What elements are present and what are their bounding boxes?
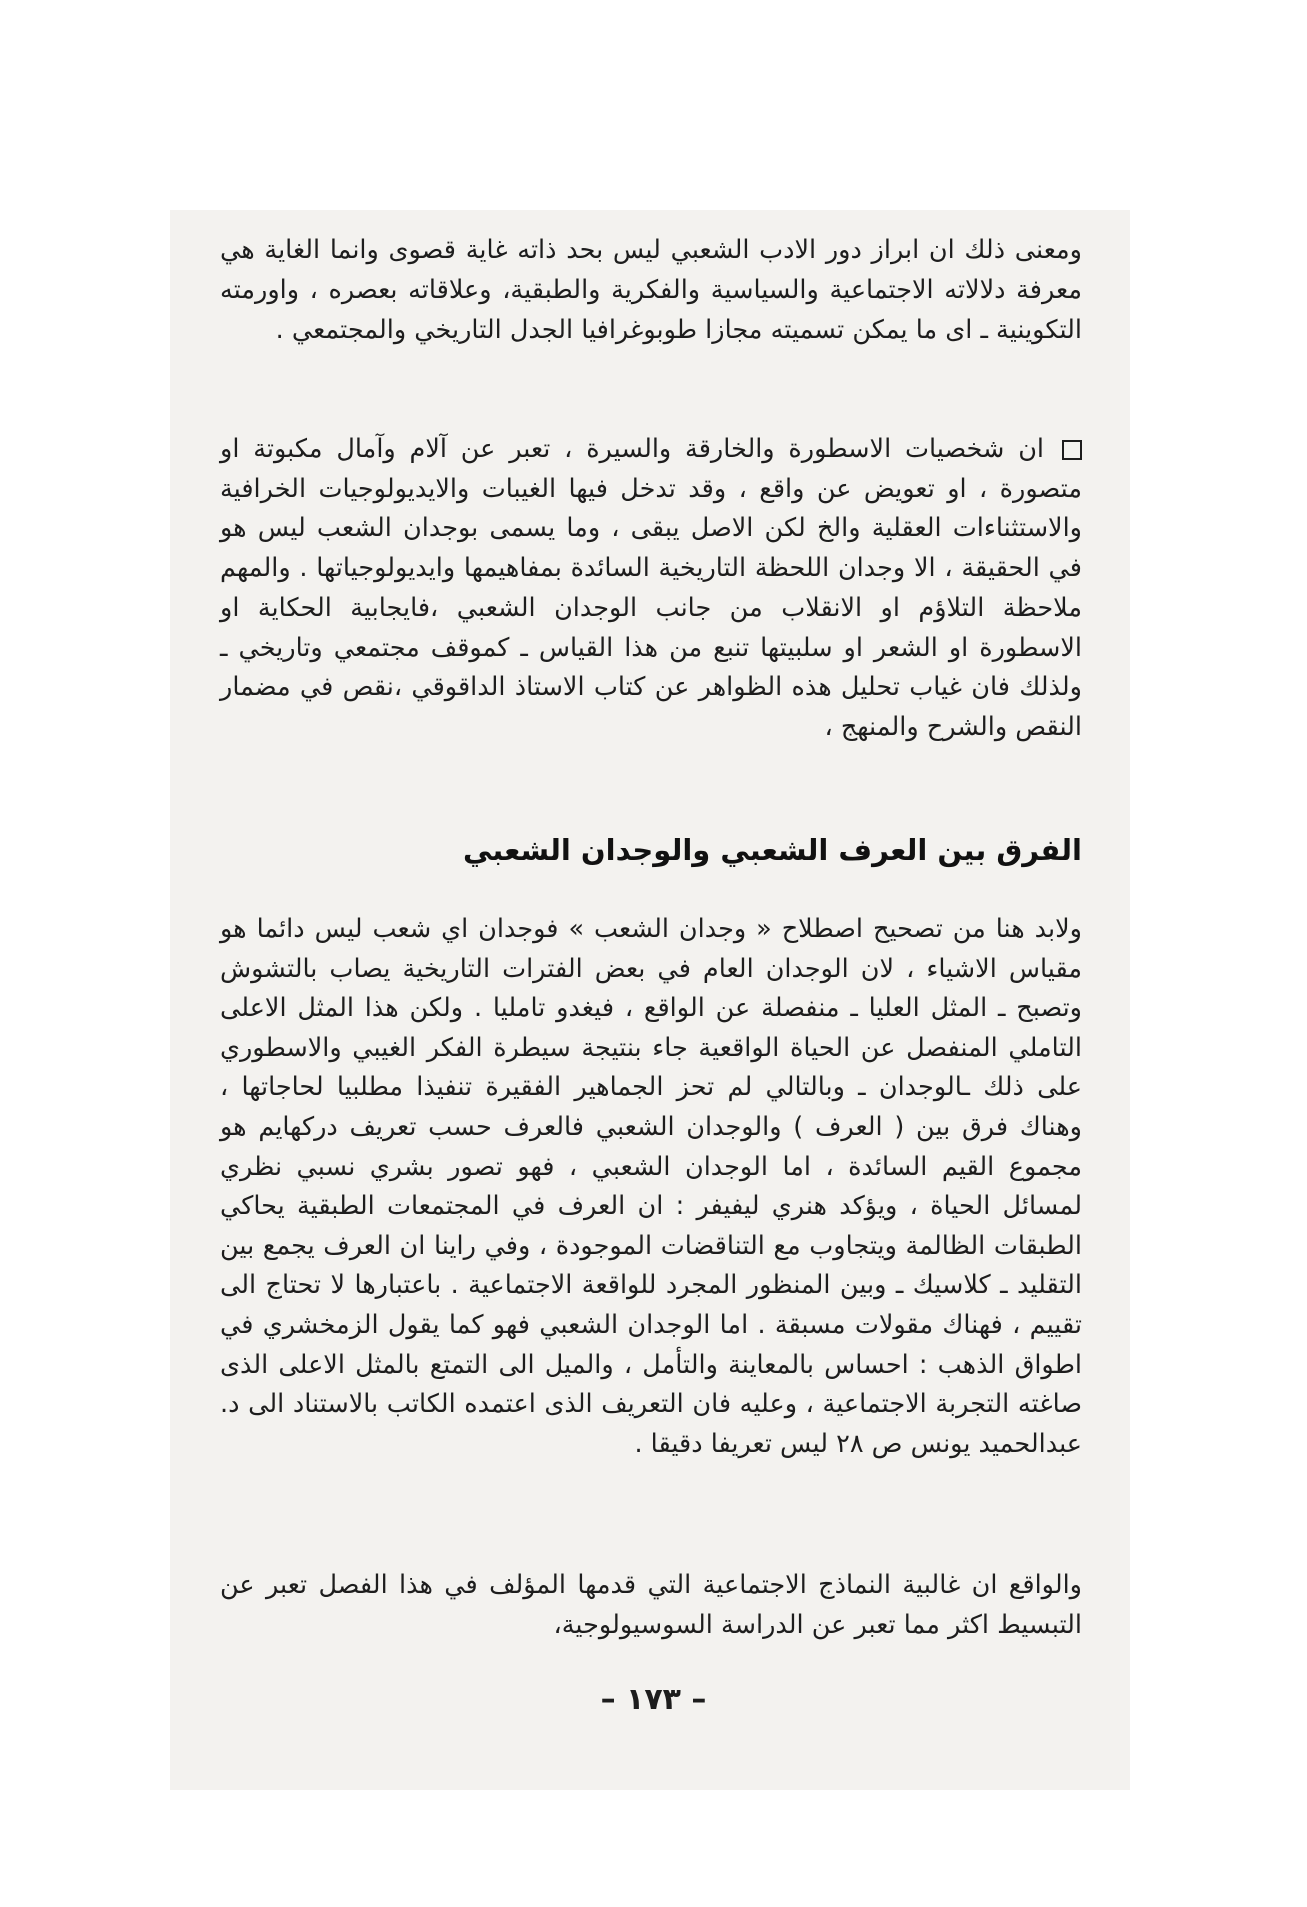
section-heading: الفرق بين العرف الشعبي والوجدان الشعبي bbox=[462, 833, 1082, 867]
checkbox-square-icon bbox=[1062, 440, 1082, 460]
paragraph-1: ومعنى ذلك ان ابراز دور الادب الشعبي ليس بحد ذاته غاية قصوى وانما الغاية هي معرفة دلالاته الاجتماعية والسياسية والفكرية والطبقية، وعلاقاته بعصره ، واورمته التكوينية ـ اى ما يمكن تسميته مجازا طوبوغرافيا الجدل التاريخي والمجتمعي . bbox=[220, 235, 1082, 345]
paragraph-4: والواقع ان غالبية النماذج الاجتماعية التي قدمها المؤلف في هذا الفصل تعبر عن التبسيط اكثر مما تعبر عن الدراسة السوسيولوجية، bbox=[220, 1570, 1082, 1640]
paragraph-2 bbox=[220, 430, 1082, 748]
paragraph-2-text: ان شخصيات الاسطورة والخارقة والسيرة ، تعبر عن آلام وآمال مكبوتة او متصورة ، او تعويض عن واقع ، وقد تدخل فيها الغيبات والايديولوجيات الخرافية والاستثناءات العقلية والخ لكن الاصل يبقى ، وما يسمى بوجدان الشعب ليس هو في الحقيقة ، الا وجدان اللحظة التاريخية السائدة بمفاهيمها وايديولوجياتها . والمهم ملاحظة التلاؤم او الانقلاب من جانب الوجدان الشعبي ،فايجابية الحكاية او الاسطورة او الشعر او سلبيتها تنبع من هذا القياس ـ كموقف مجتمعي وتاريخي ـ ولذلك فان غياب تحليل هذه الظواهر عن كتاب الاستاذ الداقوقي ،نقص في مضمار النقص والشرح والمنهج ، bbox=[220, 434, 1082, 742]
paragraph-3: ولابد هنا من تصحيح اصطلاح « وجدان الشعب » فوجدان اي شعب ليس دائما هو مقياس الاشياء ، لان الوجدان العام في بعض الفترات التاريخية يصاب بالتشوش وتصبح ـ المثل العليا ـ منفصلة عن الواقع ، فيغدو تامليا . ولكن هذا المثل الاعلى التاملي المنفصل عن الحياة الواقعية جاء بنتيجة سيطرة الفكر الغيبي والاسطوري على ذلك ـالوجدان ـ وبالتالي لم تحز الجماهير الفقيرة تنفيذا مطلبيا لحاجاتها ، وهناك فرق بين ( العرف ) والوجدان الشعبي فالعرف حسب تعريف دركهايم هو مجموع القيم السائدة ، اما الوجدان الشعبي ، فهو تصور بشري نسبي نظري لمسائل الحياة ، ويؤكد هنري ليفيفر : ان العرف في المجتمعات الطبقية يحاكي الطبقات الظالمة ويتجاوب مع التناقضات الموجودة ، وفي راينا ان العرف يجمع بين التقليد ـ كلاسيك ـ وبين المنظور المجرد للواقعة الاجتماعية . باعتبارها لا تحتاج الى تقييم ، فهناك مقولات مسبقة . اما الوجدان الشعبي فهو كما يقول الزمخشري في اطواق الذهب : احساس بالمعاينة والتأمل ، والميل الى التمتع بالمثل الاعلى الذى صاغته التجربة الاجتماعية ، وعليه فان التعريف الذى اعتمده الكاتب بالاستناد الى د. عبدالحميد يونس ص ٢٨ ليس تعريفا دقيقا . bbox=[220, 914, 1082, 1459]
page-number: – ١٧٣ – bbox=[600, 1682, 707, 1717]
